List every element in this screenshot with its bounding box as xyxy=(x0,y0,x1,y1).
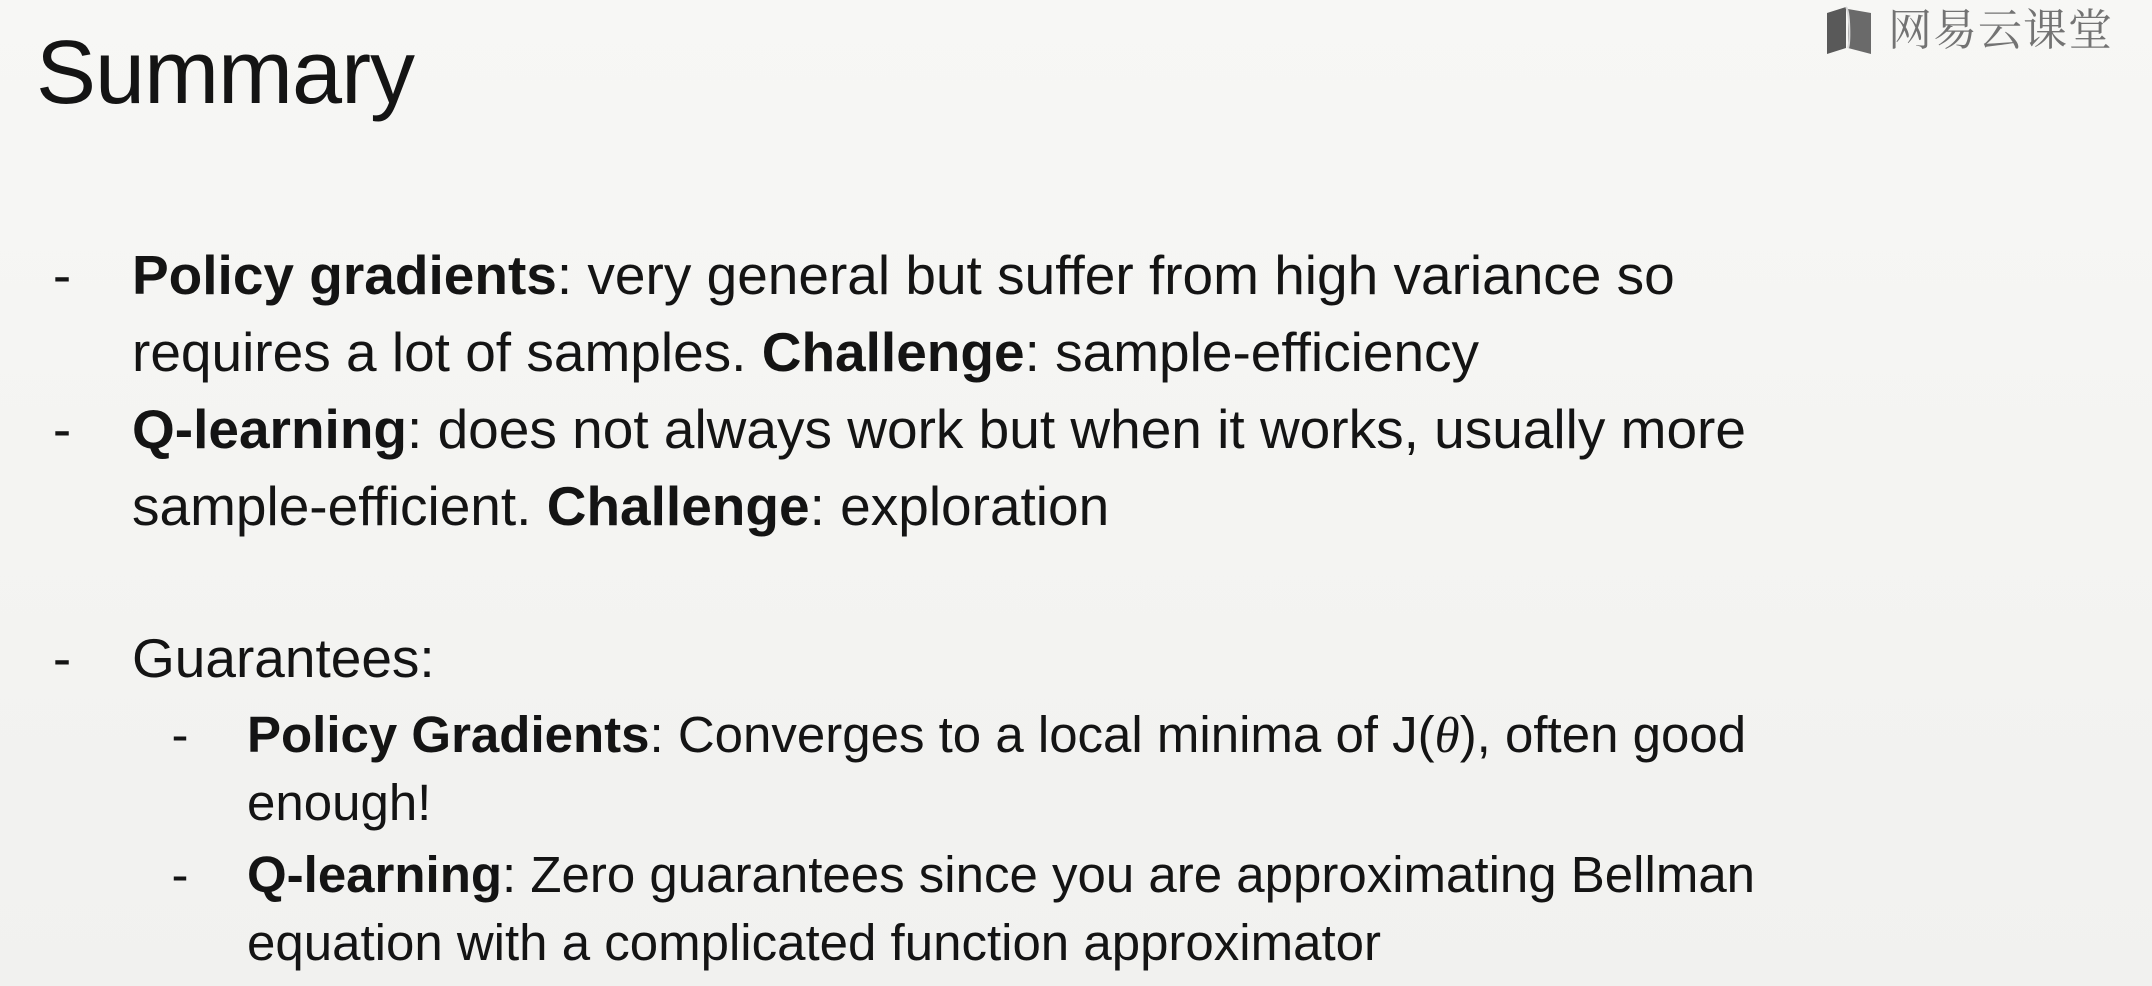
sub-bullet-marker: - xyxy=(171,706,189,763)
description-text: : very general but suffer from high variance so xyxy=(556,244,1675,306)
page-title: Summary xyxy=(36,23,415,123)
challenge-label: Challenge xyxy=(546,475,810,537)
bullet-marker: - xyxy=(52,244,72,306)
list-item-line xyxy=(132,314,1675,391)
sub-bullet-marker: - xyxy=(171,846,189,903)
description-text: : does not always work but when it works, usually more xyxy=(407,398,1746,460)
term-q-learning: Q-learning xyxy=(247,846,503,903)
list-item-guarantees: Guarantees: xyxy=(132,627,435,689)
list-item-line: enough! xyxy=(247,774,432,831)
sub-list-item-policy-gradients xyxy=(247,701,1746,837)
term-policy-gradients: Policy Gradients xyxy=(247,706,650,763)
list-item-q-learning xyxy=(132,391,1746,545)
challenge-text: : sample-efficiency xyxy=(1024,321,1480,383)
list-item-line xyxy=(247,701,1746,769)
list-item-line: equation with a complicated function approximator xyxy=(247,914,1381,971)
term-policy-gradients: Policy gradients xyxy=(132,244,557,306)
list-item-line xyxy=(132,468,1746,545)
sub-list-item-q-learning xyxy=(247,841,1755,977)
term-q-learning: Q-learning xyxy=(132,398,408,460)
description-text: : Converges to a local minima of J( xyxy=(649,706,1435,763)
description-text: sample-efficient. xyxy=(132,475,547,537)
bullet-marker: - xyxy=(52,627,72,689)
description-text: : Zero guarantees since you are approximating Bellman xyxy=(502,846,1756,903)
list-item-policy-gradients xyxy=(132,237,1675,391)
bullet-marker: - xyxy=(52,398,72,460)
watermark-text: 网易云课堂 xyxy=(1888,5,2113,56)
theta-symbol: θ xyxy=(1434,708,1460,764)
challenge-label: Challenge xyxy=(761,321,1025,383)
challenge-text: : exploration xyxy=(809,475,1110,537)
description-text: requires a lot of samples. xyxy=(132,321,762,383)
list-item-line xyxy=(132,391,1746,468)
list-item-line xyxy=(247,841,1755,909)
list-item-line xyxy=(132,237,1675,314)
description-text: ), often good xyxy=(1459,706,1747,763)
